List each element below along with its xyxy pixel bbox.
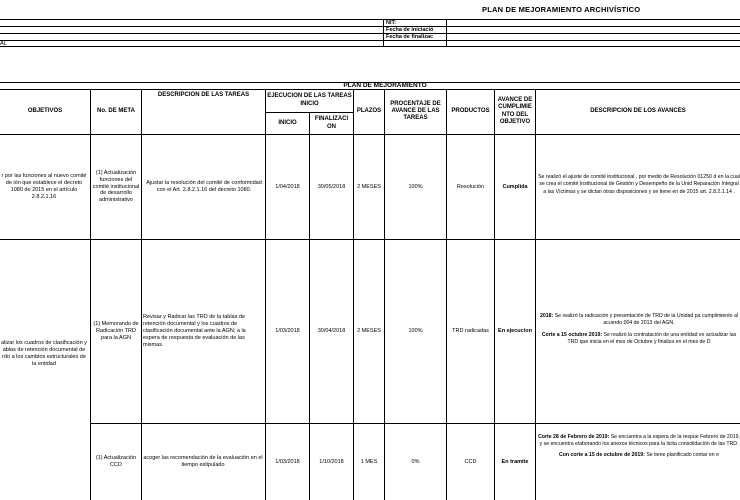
start-date-label: Fecha de iniciació (386, 27, 434, 33)
row3-fin: 1/10/2018 (319, 458, 344, 465)
info-line (0, 40, 740, 41)
row1-descripcion (538, 135, 740, 239)
row2-porcentaje: 100% (408, 328, 423, 335)
row1-plazo: 2 MESES (357, 183, 381, 190)
header-plazos: PLAZOS (356, 107, 382, 114)
end-date-label: Fecha de finalizac (386, 34, 434, 40)
info-top-line (0, 19, 740, 20)
descripcion-paragraph (538, 332, 740, 346)
row3-meta: (1) Actualización CCD (95, 455, 137, 468)
left-fragment: AL (0, 41, 7, 47)
descripcion-paragraph (538, 452, 740, 459)
row2-plazo: 2 MESES (357, 328, 381, 335)
row1-objetivo: r por las funciones al nuevo comité de ión que establece el decreto 1080 de 2015 en el artículo 2.8.2.1.16 (1, 173, 87, 200)
descripcion-text: Se realizó la radicación y presentación de TRD de la Unidad pa cumplimiento al acuerdo 004 de 2013 del AGN. (554, 313, 738, 327)
header-porcentaje: PROCENTAJE DE AVANCE DE LAS TAREAS (390, 100, 441, 122)
descripcion-paragraph (538, 174, 740, 195)
info-divider (383, 19, 384, 46)
row1-avance: Cumplida (502, 183, 528, 190)
row3-porcentaje: 0% (411, 458, 420, 465)
document-title: PLAN DE MEJORAMIENTO ARCHIVÍSTICO (482, 5, 641, 14)
col-line (141, 89, 142, 500)
header-finalizacion: FINALIZACI ON (314, 116, 349, 130)
header-ejecucion: EJECUCION DE LAS TAREAS INICIO (267, 93, 352, 107)
info-line (0, 46, 740, 47)
row2-tarea: Revisar y Radicar las TRD de la tablas de retención documental y los cuadros de clasificación documental ante la AGN; a la espera de respuesta de evaluación de las mismas. (143, 314, 246, 348)
row3-producto: CCD (464, 458, 477, 465)
row2-producto: TRD radicadas (452, 328, 489, 335)
row2-avance: En ejecucion (498, 328, 532, 335)
row2-inicio: 1/03/2018 (275, 328, 300, 335)
row2-meta: (1) Memorando de Radicación TRD para la AGN (93, 321, 139, 341)
row3-avance: En tramite (501, 458, 529, 465)
descripcion-lead: Corte a 15 octubre 2019: (541, 331, 604, 338)
nit-label: NIT: (386, 20, 397, 26)
info-line (0, 26, 740, 27)
descripcion-text: Se encuentra a la espera de la respue Febrero de 2019, y se encuentra elaborando los anexos técnicos para la licita consolidación de las TRD. (539, 434, 740, 448)
row1-fin: 30/05/2018 (317, 183, 346, 190)
row1-inicio: 1/04/2018 (275, 183, 300, 190)
row3-plazo: 1 MES (360, 458, 378, 465)
row3-tarea: acoger las recomendación de la evaluación en el tiempo estipulado (143, 455, 263, 468)
header-inicio: INICIO (278, 119, 297, 126)
info-line (0, 33, 740, 34)
row1-producto: Resolución (456, 183, 485, 190)
row3-inicio: 1/03/2018 (275, 458, 300, 465)
col-line (535, 89, 536, 500)
descripcion-paragraph (538, 313, 740, 327)
header-descripcion-tareas: DESCRIPCION DE LAS TAREAS (157, 92, 250, 99)
descripcion-paragraph (538, 434, 740, 448)
descripcion-text: Se realizó la contratación de una entidad ex actualizar las TRD que inicia en el mes de Octubre y finaliza en el mes de D (567, 331, 737, 345)
header-productos: PRODUCTOS (451, 107, 490, 114)
header-avance: AVANCE DE CUMPLIMIE NTO DEL OBJETIVO (497, 97, 533, 125)
row1-porcentaje: 100% (408, 183, 423, 190)
descripcion-text: Se realizó el ajuste de comité institucional , por medio de Resolución 01250 d en la cual se crea el comité Institucional de Gestión y Desempeño de la Unid Reparación Integral a las Víctimas y se dictan otras disposiciones y se tiene en de 2015 art. 2.8.2.1.14 . (538, 174, 740, 195)
header-descripcion-avances: DESCRIPCION DE LOS AVANCES (590, 107, 686, 114)
row1-meta: (1) Actualización funciones del comité institucional de desarrollo administrativo (92, 169, 140, 204)
info-divider (446, 19, 447, 46)
header-objetivos: OBJETIVOS (27, 107, 63, 114)
col-line (90, 89, 91, 500)
row2-descripcion (538, 240, 740, 423)
merged-objetivo: alizar los cuadros de clasificación y ablas de retención documental de rdo a los cambios estructurales de la entidad (1, 340, 87, 367)
row3-descripcion (538, 424, 740, 500)
section-title: PLAN DE MEJORAMIENTO (343, 82, 427, 89)
descripcion-lead: 2018: (539, 313, 555, 320)
row2-fin: 30/04/2018 (317, 328, 346, 335)
row1-tarea: Ajustar la resolución del comité de conformidad con el Art. 2.8.2.1.16 del decreto 1080. (146, 180, 262, 193)
descripcion-lead: Con corte a 15 de octubre de 2019: (558, 452, 647, 459)
descripcion-text: Se tiene planificado contar en e (646, 452, 720, 459)
descripcion-lead: Corte 28 de Febrero de 2019: (538, 434, 611, 440)
header-meta: No. DE META (97, 107, 135, 114)
